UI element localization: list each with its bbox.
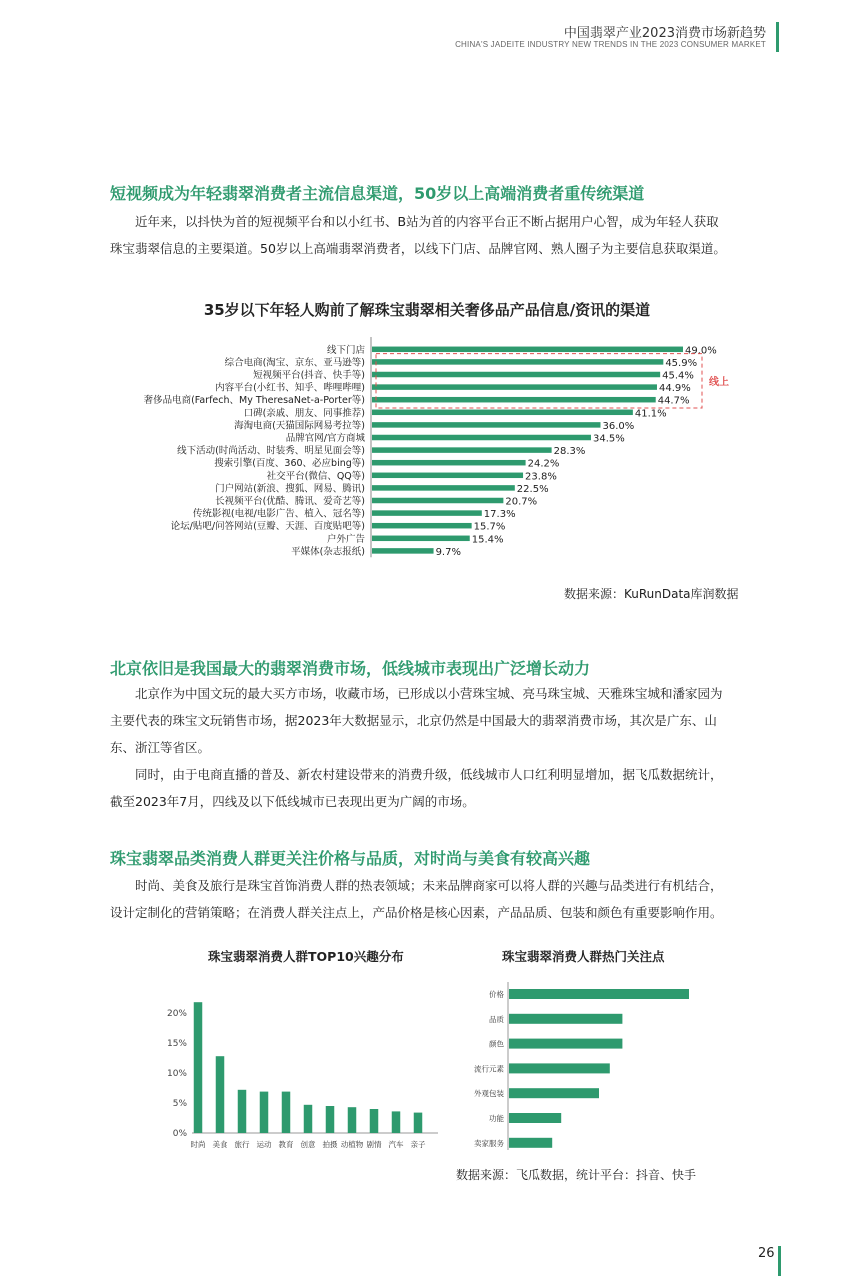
chart1-source: 数据来源：KuRunData库润数据 <box>564 587 739 601</box>
chart2-bar <box>370 1109 379 1133</box>
chart2-category-label: 动植物 <box>340 1140 364 1149</box>
para-line <box>110 788 770 815</box>
chart2-bar <box>260 1092 269 1133</box>
chart2-category-label: 亲子 <box>410 1140 426 1149</box>
chart1-bar <box>372 485 515 491</box>
para-line <box>110 872 770 899</box>
para-line <box>110 761 770 788</box>
para-line-text: 珠宝翡翠信息的主要渠道。50岁以上高端翡翠消费者，以线下门店、品牌官网、熟人圈子为主要信息获取渠道。 <box>110 241 726 256</box>
chart2-category-label: 剧情 <box>366 1140 382 1149</box>
focus-bar-chart <box>440 980 720 1150</box>
chart1-bar <box>372 410 633 416</box>
chart3-category-label: 外观包装 <box>474 1089 504 1099</box>
chart1-value-label: 15.4% <box>471 534 504 546</box>
para-line-text: 主要代表的珠宝文玩销售市场，据2023年大数据显示，北京仍然是中国最大的翡翠消费市场，其次是广东、山 <box>110 713 717 728</box>
chart3-source: 数据来源：飞瓜数据，统计平台：抖音、快手 <box>456 1168 697 1182</box>
section3-paragraph <box>110 872 770 926</box>
chart1-bar <box>372 384 657 390</box>
section1-heading: 短视频成为年轻翡翠消费者主流信息渠道，50岁以上高端消费者重传统渠道 <box>110 184 645 203</box>
chart1-title: 35岁以下年轻人购前了解珠宝翡翠相关奢侈品产品信息/资讯的渠道 <box>203 301 651 319</box>
chart2-title: 珠宝翡翠消费人群TOP10兴趣分布 <box>208 949 404 964</box>
chart2-bar <box>282 1092 291 1133</box>
chart1-value-label: 41.1% <box>634 408 667 420</box>
chart1-category-label: 品牌官网/官方商城 <box>285 433 365 444</box>
para-line <box>110 734 770 761</box>
chart1-category-label: 平媒体(杂志报纸) <box>291 546 365 558</box>
chart1-bar <box>372 435 591 441</box>
chart3-bar <box>509 1138 552 1148</box>
chart3-bar <box>509 1014 622 1024</box>
chart1-value-label: 45.4% <box>662 370 694 382</box>
chart2-ytick-label: 5% <box>172 1099 187 1109</box>
chart1-value-label: 24.2% <box>527 458 560 470</box>
section2-heading: 北京依旧是我国最大的翡翠消费市场，低线城市表现出广泛增长动力 <box>110 659 591 678</box>
header-accent-bar <box>776 22 779 52</box>
chart1-category-label: 奢侈品电商(Farfech、My TheresaNet-a-Porter等) <box>143 395 365 407</box>
chart1-category-label: 综合电商(淘宝、京东、亚马逊等) <box>224 357 365 369</box>
section1-paragraph <box>110 208 770 262</box>
chart2-bar <box>304 1105 313 1133</box>
para-line <box>110 235 770 262</box>
para-line-text: 设计定制化的营销策略；在消费人群关注点上，产品价格是核心因素，产品品质、包装和颜色有重要影响作用。 <box>110 905 723 920</box>
para-line-text: 近年来，以抖快为首的短视频平台和以小红书、B站为首的内容平台正不断占据用户心智，成为年轻人获取 <box>135 214 719 229</box>
report-title: 中国翡翠产业2023消费市场新趋势 <box>563 26 766 41</box>
page-accent-bar <box>778 1246 781 1276</box>
chart2-bar <box>216 1056 225 1133</box>
para-line-text: 时尚、美食及旅行是珠宝首饰消费人群的热表领域；未来品牌商家可以将人群的兴趣与品类进行有机结合， <box>135 878 723 893</box>
chart1-bar <box>372 523 472 529</box>
chart2-ytick-label: 20% <box>166 1009 187 1019</box>
chart1-bar <box>372 447 552 453</box>
para-line <box>110 208 770 235</box>
chart1-value-label: 36.0% <box>602 420 635 432</box>
chart2-bar <box>348 1107 357 1133</box>
chart1-category-label: 论坛/贴吧/问答网站(豆瓣、天涯、百度贴吧等) <box>170 521 365 533</box>
chart2-category-label: 教育 <box>278 1140 294 1149</box>
chart3-bar <box>509 989 689 999</box>
chart3-category-label: 品质 <box>489 1014 504 1024</box>
chart2-ytick-label: 10% <box>166 1069 187 1079</box>
chart1-value-label: 22.5% <box>516 483 549 495</box>
chart2-category-label: 汽车 <box>388 1140 404 1149</box>
chart1-category-label: 传统影视(电视/电影广告、植入、冠名等) <box>192 508 365 520</box>
page-number: 26 <box>758 1246 775 1261</box>
section2-paragraph <box>110 680 770 815</box>
chart3-bar <box>509 1063 610 1073</box>
chart1-category-label: 线下门店 <box>326 344 365 356</box>
chart1-value-label: 9.7% <box>435 546 461 558</box>
chart1-bar <box>372 347 683 353</box>
chart1-value-label: 49.0% <box>685 345 717 357</box>
chart1-value-label: 44.7% <box>657 395 690 407</box>
chart1-value-label: 28.3% <box>553 446 586 458</box>
chart1-category-label: 搜索引擎(百度、360、必应bing等) <box>214 458 365 470</box>
para-line-text: 截至2023年7月，四线及以下低线城市已表现出更为广阔的市场。 <box>110 794 475 809</box>
chart1-category-label: 口碑(亲戚、朋友、同事推荐) <box>243 407 365 419</box>
chart1-bar <box>372 397 656 403</box>
chart1-bar <box>372 473 523 479</box>
chart1-category-label: 内容平台(小红书、知乎、哔哩哔哩) <box>215 382 365 394</box>
chart1-category-label: 海淘电商(天猫国际网易考拉等) <box>234 420 365 432</box>
chart1-category-label: 短视频平台(抖音、快手等) <box>253 370 365 381</box>
interest-bar-chart <box>150 990 440 1160</box>
chart1-category-label: 门户网站(新浪、搜狐、网易、腾讯) <box>215 483 365 495</box>
chart1-value-label: 23.8% <box>525 471 557 483</box>
para-line <box>110 707 770 734</box>
chart3-category-label: 功能 <box>489 1114 504 1123</box>
chart1-category-label: 户外广告 <box>326 533 365 545</box>
chart2-category-label: 创意 <box>300 1140 316 1149</box>
chart3-bar <box>509 1039 622 1049</box>
chart1-bar <box>372 536 470 542</box>
chart2-bar <box>414 1113 423 1133</box>
chart3-category-label: 价格 <box>489 990 504 999</box>
chart1-value-label: 45.9% <box>665 357 698 369</box>
para-line <box>110 680 770 707</box>
chart1-bar <box>372 498 503 504</box>
chart2-category-label: 时尚 <box>190 1140 206 1149</box>
chart1-category-label: 线下活动(时尚活动、时装秀、明星见面会等) <box>177 445 365 457</box>
chart3-bar <box>509 1113 561 1123</box>
chart1-value-label: 20.7% <box>505 496 538 508</box>
chart3-category-label: 颜色 <box>489 1039 504 1049</box>
chart2-category-label: 旅行 <box>234 1140 250 1149</box>
chart1-value-label: 17.3% <box>483 509 516 521</box>
chart1-bar <box>372 548 434 554</box>
chart2-bar <box>238 1090 247 1133</box>
chart2-bar <box>392 1111 401 1133</box>
chart1-bar <box>372 510 482 515</box>
chart1-value-label: 34.5% <box>592 433 625 445</box>
para-line-text: 北京作为中国文玩的最大买方市场，收藏市场，已形成以小营珠宝城、亮马珠宝城、天雅珠宝城和潘家园为 <box>135 686 723 701</box>
chart1-bar <box>372 422 600 428</box>
chart2-bar <box>194 1002 203 1133</box>
chart1-bar <box>372 359 663 365</box>
chart1-category-label: 社交平台(微信、QQ等) <box>266 470 365 482</box>
chart2-bar <box>326 1106 335 1133</box>
chart3-category-label: 流行元素 <box>474 1064 504 1074</box>
chart1-bar <box>372 372 660 378</box>
report-subtitle: CHINA'S JADEITE INDUSTRY NEW TRENDS IN THE 2023 CONSUMER MARKET <box>455 40 766 49</box>
para-line <box>110 899 770 926</box>
online-bracket-label: 线上 <box>709 376 729 388</box>
chart3-category-label: 卖家服务 <box>474 1138 504 1148</box>
channel-bar-chart <box>0 335 854 580</box>
chart1-category-label: 长视频平台(优酷、腾讯、爱奇艺等) <box>215 496 365 507</box>
chart2-ytick-label: 0% <box>172 1129 187 1139</box>
chart2-category-label: 拍摄 <box>322 1140 338 1149</box>
para-line-text: 东、浙江等省区。 <box>110 740 211 755</box>
chart3-title: 珠宝翡翠消费人群热门关注点 <box>502 949 665 964</box>
chart3-bar <box>509 1088 599 1098</box>
chart1-value-label: 15.7% <box>473 521 506 533</box>
chart2-category-label: 运动 <box>256 1140 272 1149</box>
chart2-category-label: 美食 <box>212 1140 228 1149</box>
para-line-text: 同时，由于电商直播的普及、新农村建设带来的消费升级，低线城市人口红利明显增加，据飞瓜数据统计， <box>135 767 723 782</box>
chart2-ytick-label: 15% <box>166 1039 187 1049</box>
chart1-value-label: 44.9% <box>658 383 691 395</box>
section3-heading: 珠宝翡翠品类消费人群更关注价格与品质，对时尚与美食有较高兴趣 <box>110 849 591 868</box>
chart1-bar <box>372 460 526 466</box>
